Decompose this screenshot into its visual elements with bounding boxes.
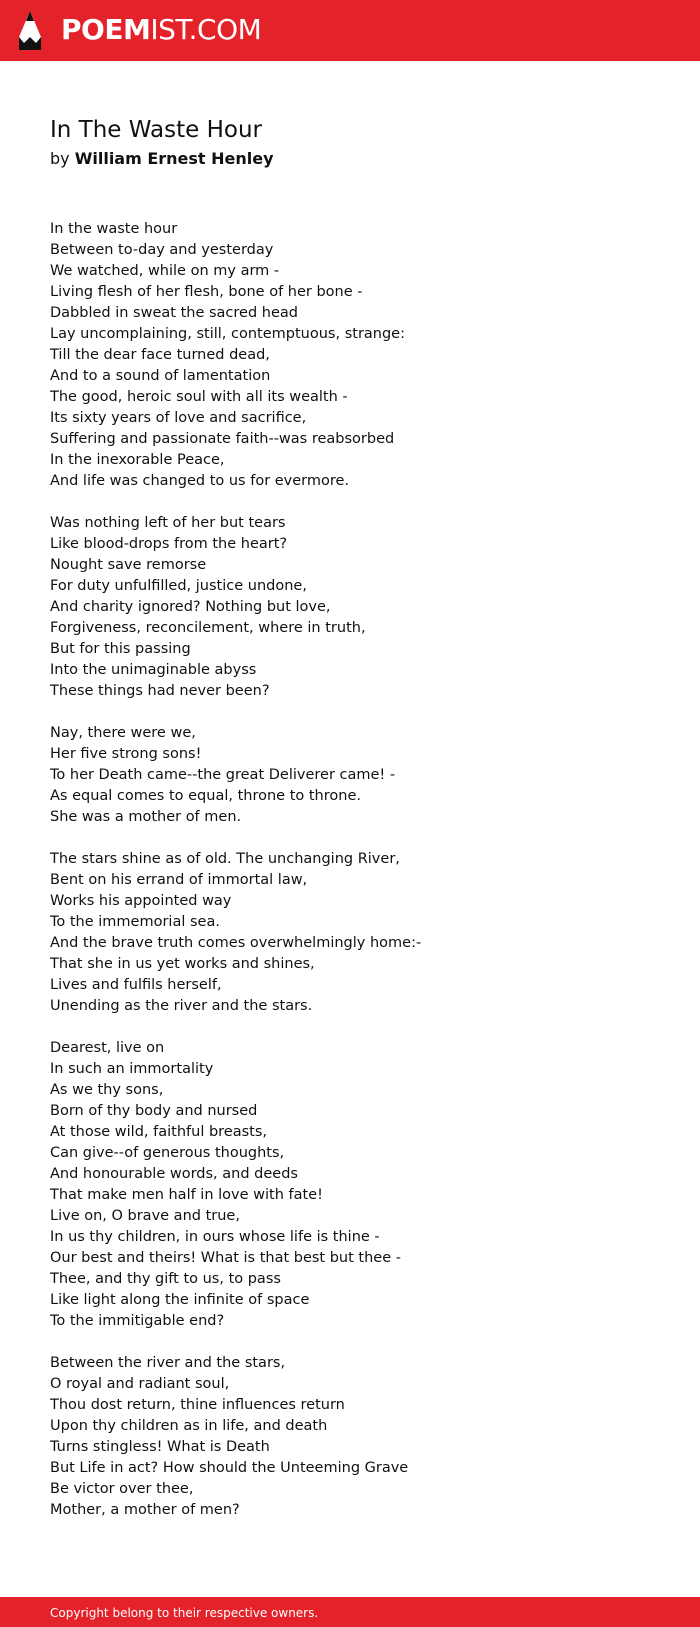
poem-line: As we thy sons, bbox=[50, 1082, 164, 1098]
poem-line: Can give--of generous thoughts, bbox=[50, 1145, 285, 1161]
poem-line: Turns stingless! What is Death bbox=[50, 1439, 270, 1455]
poem-line: In the waste hour bbox=[50, 221, 178, 237]
poem-line: Between the river and the stars, bbox=[50, 1355, 286, 1371]
poem-line: To her Death came--the great Deliverer came! - bbox=[50, 767, 396, 783]
poem-line: Forgiveness, reconcilement, where in truth, bbox=[50, 620, 366, 636]
poem-line: Thee, and thy gift to us, to pass bbox=[50, 1271, 281, 1287]
poem-line: Dearest, live on bbox=[50, 1040, 165, 1056]
poem-line: Unending as the river and the stars. bbox=[50, 998, 313, 1014]
poem-line: But Life in act? How should the Unteeming Grave bbox=[50, 1460, 409, 1476]
poem-line: Bent on his errand of immortal law, bbox=[50, 872, 308, 888]
stanza bbox=[50, 1353, 650, 1521]
poem-body bbox=[50, 219, 650, 1542]
byline bbox=[50, 148, 274, 170]
poem-line: Dabbled in sweat the sacred head bbox=[50, 305, 298, 321]
poem-line: For duty unfulfilled, justice undone, bbox=[50, 578, 307, 594]
poem-line: Nay, there were we, bbox=[50, 725, 196, 741]
poem-line: Mother, a mother of men? bbox=[50, 1502, 240, 1518]
poem-line: These things had never been? bbox=[50, 683, 270, 699]
poem-line: In us thy children, in ours whose life is thine - bbox=[50, 1229, 380, 1245]
poem-line: Between to-day and yesterday bbox=[50, 242, 274, 258]
poem-line: Works his appointed way bbox=[50, 893, 232, 909]
poem-line: That she in us yet works and shines, bbox=[50, 956, 315, 972]
poem-line: And honourable words, and deeds bbox=[50, 1166, 298, 1182]
poem-line: Our best and theirs! What is that best but thee - bbox=[50, 1250, 401, 1266]
poem-line: Upon thy children as in life, and death bbox=[50, 1418, 328, 1434]
logo-bold-text: POEM bbox=[61, 13, 151, 46]
poem-line: Its sixty years of love and sacrifice, bbox=[50, 410, 307, 426]
poem-line: Was nothing left of her but tears bbox=[50, 515, 286, 531]
poem-line: Born of thy body and nursed bbox=[50, 1103, 258, 1119]
pencil-tip-icon[interactable] bbox=[17, 10, 43, 52]
poem-line: Suffering and passionate faith--was reabsorbed bbox=[50, 431, 395, 447]
poem-line: At those wild, faithful breasts, bbox=[50, 1124, 268, 1140]
poem-line: And life was changed to us for evermore. bbox=[50, 473, 350, 489]
poem-line: As equal comes to equal, throne to throne. bbox=[50, 788, 361, 804]
site-footer bbox=[0, 1597, 700, 1627]
poem-line: Living flesh of her flesh, bone of her bone - bbox=[50, 284, 363, 300]
poem-line: To the immemorial sea. bbox=[50, 914, 220, 930]
poem-line: O royal and radiant soul, bbox=[50, 1376, 230, 1392]
poem-line: Lives and fulfils herself, bbox=[50, 977, 222, 993]
author-name: William Ernest Henley bbox=[74, 149, 274, 168]
poem-line: That make men half in love with fate! bbox=[50, 1187, 323, 1203]
poem-line: But for this passing bbox=[50, 641, 191, 657]
site-logo[interactable] bbox=[61, 13, 261, 47]
poem-line: Lay uncomplaining, still, contemptuous, strange: bbox=[50, 326, 405, 342]
poem-line: And charity ignored? Nothing but love, bbox=[50, 599, 331, 615]
stanza bbox=[50, 723, 650, 828]
poem-title: In The Waste Hour bbox=[50, 117, 262, 143]
poem-line: Nought save remorse bbox=[50, 557, 207, 573]
poem-line: The good, heroic soul with all its wealth - bbox=[50, 389, 348, 405]
poem-line: And the brave truth comes overwhelmingly home:- bbox=[50, 935, 422, 951]
poem-line: We watched, while on my arm - bbox=[50, 263, 280, 279]
poem-line: Be victor over thee, bbox=[50, 1481, 194, 1497]
poem-line: In such an immortality bbox=[50, 1061, 214, 1077]
stanza bbox=[50, 849, 650, 1017]
poem-line: The stars shine as of old. The unchanging River, bbox=[50, 851, 400, 867]
poem-line: To the immitigable end? bbox=[50, 1313, 225, 1329]
poem-line: She was a mother of men. bbox=[50, 809, 242, 825]
poem-line: Live on, O brave and true, bbox=[50, 1208, 240, 1224]
poem-line: Into the unimaginable abyss bbox=[50, 662, 257, 678]
stanza bbox=[50, 513, 650, 702]
poem-line: Till the dear face turned dead, bbox=[50, 347, 270, 363]
poem-line: Thou dost return, thine influences return bbox=[50, 1397, 345, 1413]
stanza bbox=[50, 1038, 650, 1332]
poem-line: In the inexorable Peace, bbox=[50, 452, 225, 468]
site-header bbox=[0, 0, 700, 61]
stanza bbox=[50, 219, 650, 492]
poem-line: And to a sound of lamentation bbox=[50, 368, 271, 384]
poem-line: Her five strong sons! bbox=[50, 746, 202, 762]
by-label: by bbox=[50, 149, 70, 168]
logo-thin-text: IST.COM bbox=[150, 13, 262, 46]
poem-line: Like blood-drops from the heart? bbox=[50, 536, 288, 552]
copyright-text: Copyright belong to their respective owners. bbox=[50, 1606, 319, 1620]
pencil-tip-icon-graphic bbox=[17, 10, 43, 52]
poem-line: Like light along the infinite of space bbox=[50, 1292, 310, 1308]
